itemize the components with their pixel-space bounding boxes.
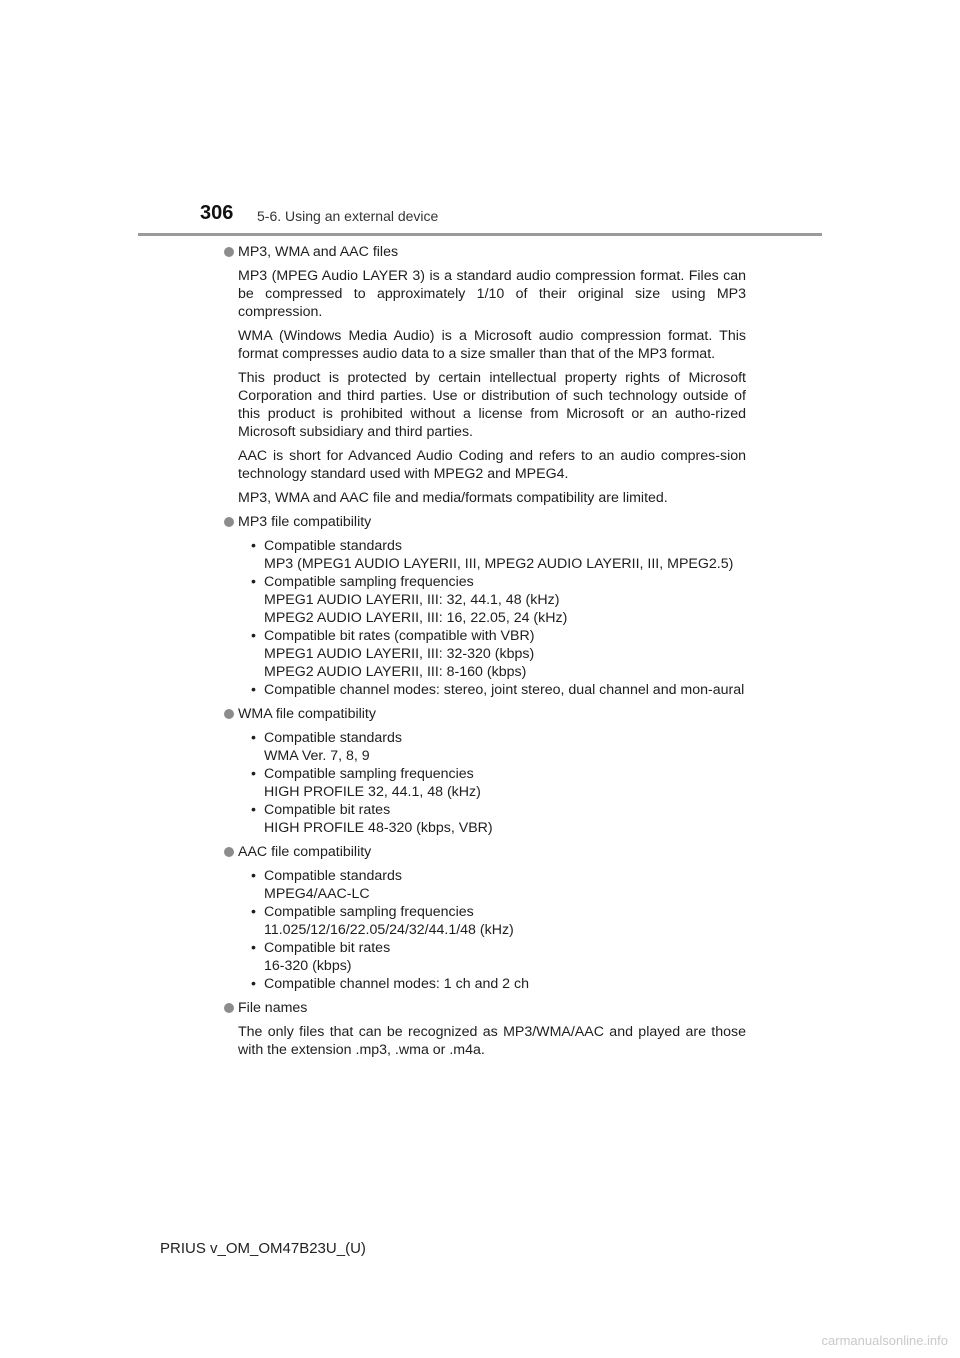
sub-list-item: [251, 975, 746, 993]
sub-list-line: Compatible bit rates: [264, 802, 391, 818]
list-item: [224, 243, 746, 507]
sub-list-item: [251, 867, 746, 903]
sub-list-line: MPEG1 AUDIO LAYERII, III: 32-320 (kbps): [264, 646, 535, 662]
item-heading-text: MP3 file compatibility: [238, 514, 372, 530]
sub-list-line: Compatible standards: [264, 868, 403, 884]
sub-list-item: [251, 573, 746, 627]
sub-list-line: Compatible sampling frequencies: [264, 766, 474, 782]
bullet-point-icon: •: [251, 976, 256, 992]
sub-list-line: 16-320 (kbps): [264, 958, 352, 974]
paragraph: MP3 (MPEG Audio LAYER 3) is a standard audio compression format. Files can be compressed to approximately 1/10 of their original size using MP3 compression.: [238, 268, 746, 320]
item-heading-text: MP3, WMA and AAC files: [238, 244, 399, 260]
sub-list-item: [251, 681, 746, 699]
page-number: 306: [200, 202, 234, 224]
paragraph: The only files that can be recognized as MP3/WMA/AAC and played are those with the extension .mp3, .wma or .m4a.: [238, 1024, 746, 1058]
bullet-point-icon: •: [251, 730, 256, 746]
paragraph: This product is protected by certain intellectual property rights of Microsoft Corporation and third parties. Use or distribution of such technology outside of this product is prohibited without a license from Microsoft or an autho-rized Microsoft subsidiary and third parties.: [238, 370, 746, 440]
header-divider: [138, 233, 822, 236]
sub-list-line: MPEG2 AUDIO LAYERII, III: 8-160 (kbps): [264, 664, 527, 680]
footer-model-code: PRIUS v_OM_OM47B23U_(U): [160, 1240, 366, 1257]
list-item: [224, 999, 746, 1059]
list-item: [224, 705, 746, 837]
sub-list-line: WMA Ver. 7, 8, 9: [264, 748, 370, 764]
bullet-point-icon: •: [251, 574, 256, 590]
item-heading: [224, 513, 746, 531]
bullet-icon: [224, 247, 234, 257]
sub-list-line: MPEG1 AUDIO LAYERII, III: 32, 44.1, 48 (kHz): [264, 592, 560, 608]
bullet-icon: [224, 847, 234, 857]
sub-list-line: HIGH PROFILE 48-320 (kbps, VBR): [264, 820, 493, 836]
sub-list-line: Compatible bit rates: [264, 940, 391, 956]
sub-list-line: MP3 (MPEG1 AUDIO LAYERII, III, MPEG2 AUDIO LAYERII, III, MPEG2.5): [264, 556, 734, 572]
sub-list-line: Compatible channel modes: stereo, joint stereo, dual channel and mon-aural: [264, 682, 745, 698]
bullet-icon: [224, 1003, 234, 1013]
sub-list-item: [251, 939, 746, 975]
bullet-point-icon: •: [251, 868, 256, 884]
paragraph: MP3, WMA and AAC file and media/formats compatibility are limited.: [238, 490, 668, 506]
item-heading: [224, 843, 746, 861]
sub-list-line: MPEG4/AAC-LC: [264, 886, 370, 902]
list-item: [224, 513, 746, 699]
sub-list-item: [251, 537, 746, 573]
bullet-point-icon: •: [251, 538, 256, 554]
item-heading: [224, 705, 746, 723]
sub-list-line: Compatible standards: [264, 538, 403, 554]
sub-list-line: Compatible bit rates (compatible with VBR): [264, 628, 535, 644]
sub-list-item: [251, 903, 746, 939]
bullet-point-icon: •: [251, 904, 256, 920]
sub-list-item: [251, 765, 746, 801]
bullet-icon: [224, 709, 234, 719]
list-item: [224, 843, 746, 993]
bullet-point-icon: •: [251, 802, 256, 818]
section-title: 5-6. Using an external device: [257, 208, 439, 224]
sub-list-line: Compatible sampling frequencies: [264, 574, 474, 590]
sub-list: [238, 729, 746, 837]
sub-list-line: 11.025/12/16/22.05/24/32/44.1/48 (kHz): [264, 922, 514, 938]
bullet-icon: [224, 517, 234, 527]
bullet-point-icon: •: [251, 682, 256, 698]
item-heading-text: WMA file compatibility: [238, 706, 376, 722]
sub-list-line: HIGH PROFILE 32, 44.1, 48 (kHz): [264, 784, 481, 800]
bullet-point-icon: •: [251, 628, 256, 644]
bullet-point-icon: •: [251, 766, 256, 782]
sub-list-line: Compatible standards: [264, 730, 403, 746]
sub-list-line: Compatible sampling frequencies: [264, 904, 474, 920]
sub-list-line: MPEG2 AUDIO LAYERII, III: 16, 22.05, 24 (kHz): [264, 610, 568, 626]
bullet-point-icon: •: [251, 940, 256, 956]
sub-list-item: [251, 627, 746, 681]
sub-list: [238, 867, 746, 993]
paragraph: AAC is short for Advanced Audio Coding and refers to an audio compres-sion technology standard used with MPEG2 and MPEG4.: [238, 448, 746, 482]
sub-list-line: Compatible channel modes: 1 ch and 2 ch: [264, 976, 529, 992]
item-heading: [224, 243, 746, 261]
paragraph: WMA (Windows Media Audio) is a Microsoft audio compression format. This format compresses audio data to a size smaller than that of the MP3 format.: [238, 328, 746, 362]
watermark: carmanualsonline.info: [821, 1333, 948, 1348]
page-header: [200, 202, 822, 236]
item-heading-text: AAC file compatibility: [238, 844, 372, 860]
sub-list-item: [251, 729, 746, 765]
sub-list: [238, 537, 746, 699]
item-heading: [224, 999, 746, 1017]
main-content: [224, 243, 746, 1059]
sub-list-item: [251, 801, 746, 837]
item-heading-text: File names: [238, 1000, 308, 1016]
